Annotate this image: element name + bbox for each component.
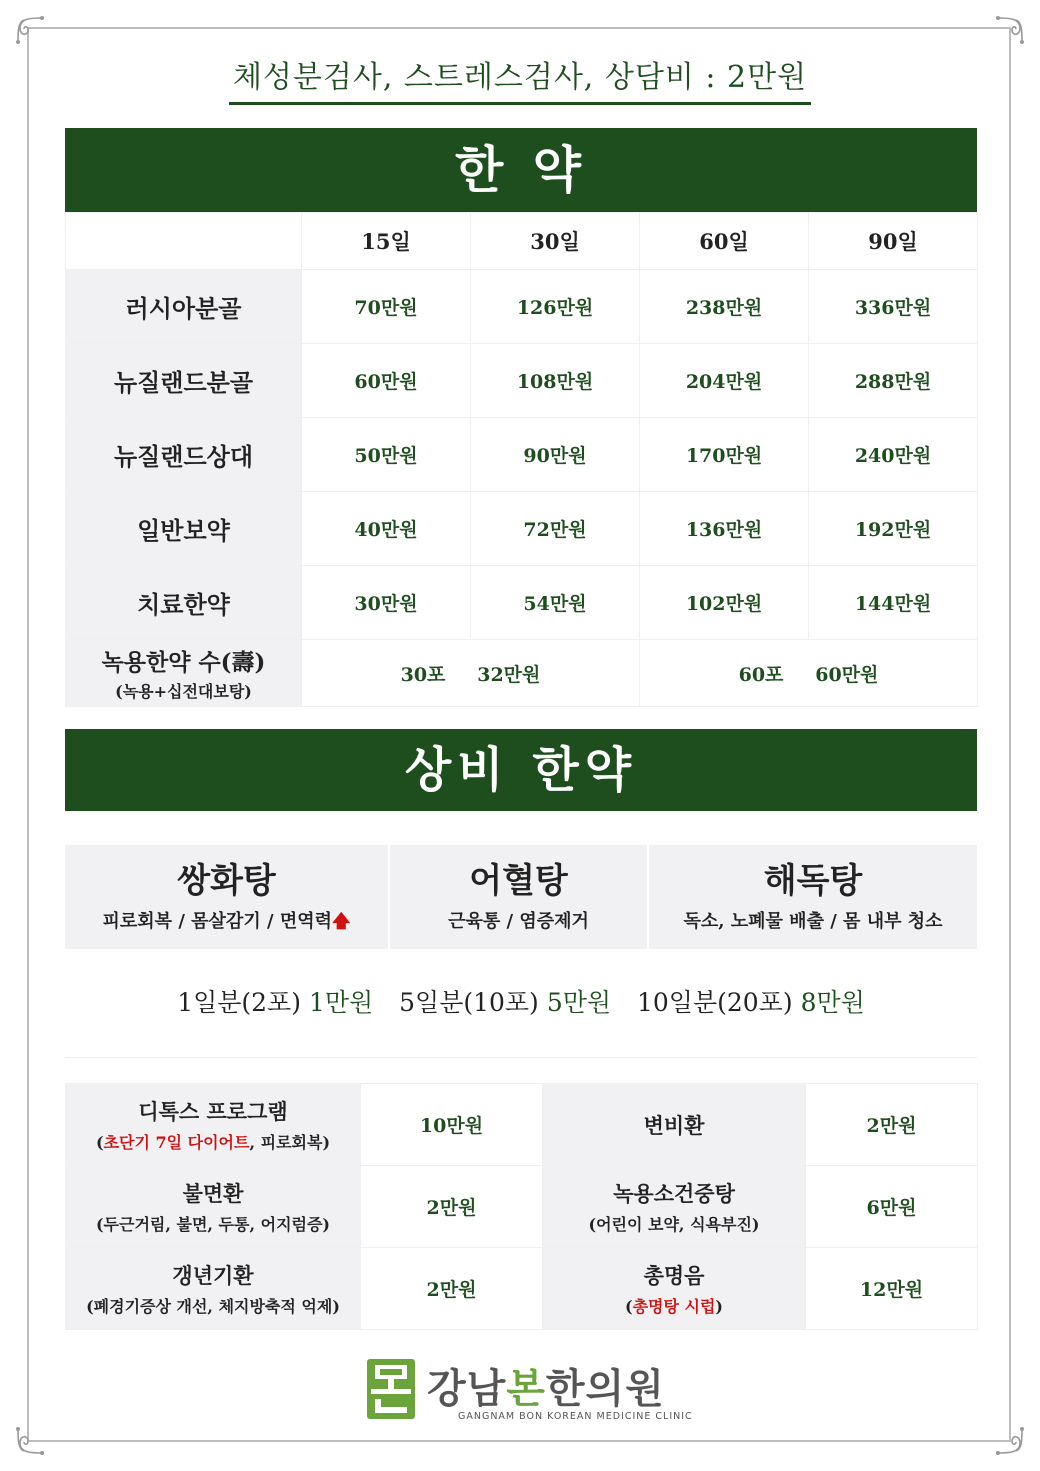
table-row: [66, 492, 978, 566]
clinic-logo: [365, 1355, 695, 1425]
row-name: 뉴질랜드상대: [66, 418, 302, 492]
dose-option: 10일분(20포) 8만원: [637, 988, 865, 1017]
program-detox: 디톡스 프로그램 (초단기 7일 다이어트, 피로회복): [66, 1084, 361, 1166]
price-cell: 102만원: [640, 566, 809, 640]
price-cell: 60만원: [302, 344, 471, 418]
price-cell: 170만원: [640, 418, 809, 492]
price-cell: 54만원: [471, 566, 640, 640]
row-name: 러시아분골: [66, 270, 302, 344]
program-chongmyeongeum: 총명음 (총명탕 시럽): [543, 1248, 806, 1330]
price-cell: 90만원: [471, 418, 640, 492]
row-name: 일반보약: [66, 492, 302, 566]
remedy-ssanghwatang: [65, 845, 388, 949]
corner-ornament-icon: [992, 12, 1028, 48]
section-title-sangbi-hanyak: 상비 한약: [65, 729, 977, 811]
table-header-row: [66, 213, 978, 270]
clinic-name: 강남본한의원: [427, 1366, 665, 1412]
program-bulmyeonhwan: 불면환 (두근거림, 불면, 두통, 어지럼증): [66, 1166, 361, 1248]
price-cell: 12만원: [806, 1248, 978, 1330]
nokyong-su-sub: (녹용+십전대보탕): [115, 682, 252, 701]
program-byeonbihwan: 변비환: [543, 1084, 806, 1166]
price-cell: 192만원: [809, 492, 978, 566]
price-cell: 336만원: [809, 270, 978, 344]
price-cell: 2만원: [361, 1166, 543, 1248]
table-row-nokyong-su: [66, 640, 978, 707]
header-60-days: 60일: [640, 213, 809, 270]
price-cell-60-pack: [640, 640, 978, 707]
row-name: 뉴질랜드분골: [66, 344, 302, 418]
price-cell: 50만원: [302, 418, 471, 492]
price-cell: 30만원: [302, 566, 471, 640]
price-cell: 144만원: [809, 566, 978, 640]
price-cell: 2만원: [806, 1084, 978, 1166]
price-cell: 6만원: [806, 1166, 978, 1248]
price-cell: 2만원: [361, 1248, 543, 1330]
corner-ornament-icon: [992, 1423, 1028, 1459]
remedy-eohyeoltang: [388, 845, 647, 949]
clinic-english-name: GANGNAM BON KOREAN MEDICINE CLINIC: [458, 1411, 693, 1422]
dose-option: 5일분(10포) 5만원: [399, 988, 612, 1017]
price-cell: 40만원: [302, 492, 471, 566]
remedy-name: 어혈탕: [469, 861, 568, 901]
sangbi-remedies: [65, 845, 977, 949]
remedy-desc: 근육통 / 염증제거: [448, 911, 589, 932]
section-title-hanyak: 한 약: [65, 128, 977, 212]
program-nokyong-sogeonjungtang: 녹용소건중탕 (어린이 보약, 식욕부진): [543, 1166, 806, 1248]
header-90-days: 90일: [809, 213, 978, 270]
table-row: [66, 270, 978, 344]
price-cell: 10만원: [361, 1084, 543, 1166]
extra-programs-table: [65, 1083, 978, 1330]
remedy-haedoktang: [647, 845, 977, 949]
header-30-days: 30일: [471, 213, 640, 270]
row-name: 치료한약: [66, 566, 302, 640]
price-cell: 288만원: [809, 344, 978, 418]
header-empty-cell: [66, 213, 302, 270]
price-cell-30-pack: [302, 640, 640, 707]
consultation-fee-text: 체성분검사, 스트레스검사, 상담비 : 2만원: [229, 52, 811, 105]
table-row: [66, 1084, 978, 1166]
table-row: [66, 418, 978, 492]
table-row: [66, 344, 978, 418]
remedy-name: 쌍화탕: [177, 861, 276, 901]
nokyong-su-name: 녹용한약 수(壽): [101, 649, 266, 676]
remedy-name: 해독탕: [763, 861, 863, 901]
price-cell: 108만원: [471, 344, 640, 418]
program-gaengnyeongihwan: 갱년기환 (폐경기증상 개선, 체지방축적 억제): [66, 1248, 361, 1330]
pack-count: 60포: [738, 663, 784, 686]
price-cell: 72만원: [471, 492, 640, 566]
pack-price: 32만원: [477, 663, 541, 686]
price-cell: 136만원: [640, 492, 809, 566]
price-cell: 238만원: [640, 270, 809, 344]
table-row: [66, 566, 978, 640]
corner-ornament-icon: [12, 1423, 48, 1459]
price-cell: 240만원: [809, 418, 978, 492]
header-15-days: 15일: [302, 213, 471, 270]
remedy-desc: 피로회복 / 몸살감기 / 면역력🡅: [102, 911, 351, 932]
remedy-desc: 독소, 노폐물 배출 / 몸 내부 청소: [683, 911, 943, 932]
consultation-fee-line: [0, 52, 1040, 105]
up-arrow-icon: 🡅: [331, 911, 351, 932]
clinic-logo-mark-icon: [365, 1357, 417, 1421]
table-row: [66, 1166, 978, 1248]
row-name: [66, 640, 302, 707]
price-cell: 126만원: [471, 270, 640, 344]
corner-ornament-icon: [12, 12, 48, 48]
table-row: [66, 1248, 978, 1330]
price-cell: 204만원: [640, 344, 809, 418]
dose-price-line: [65, 983, 977, 1058]
hanyak-price-table: [65, 212, 978, 707]
price-cell: 70만원: [302, 270, 471, 344]
pack-price: 60만원: [815, 663, 879, 686]
pack-count: 30포: [400, 663, 446, 686]
dose-option: 1일분(2포) 1만원: [177, 988, 374, 1017]
